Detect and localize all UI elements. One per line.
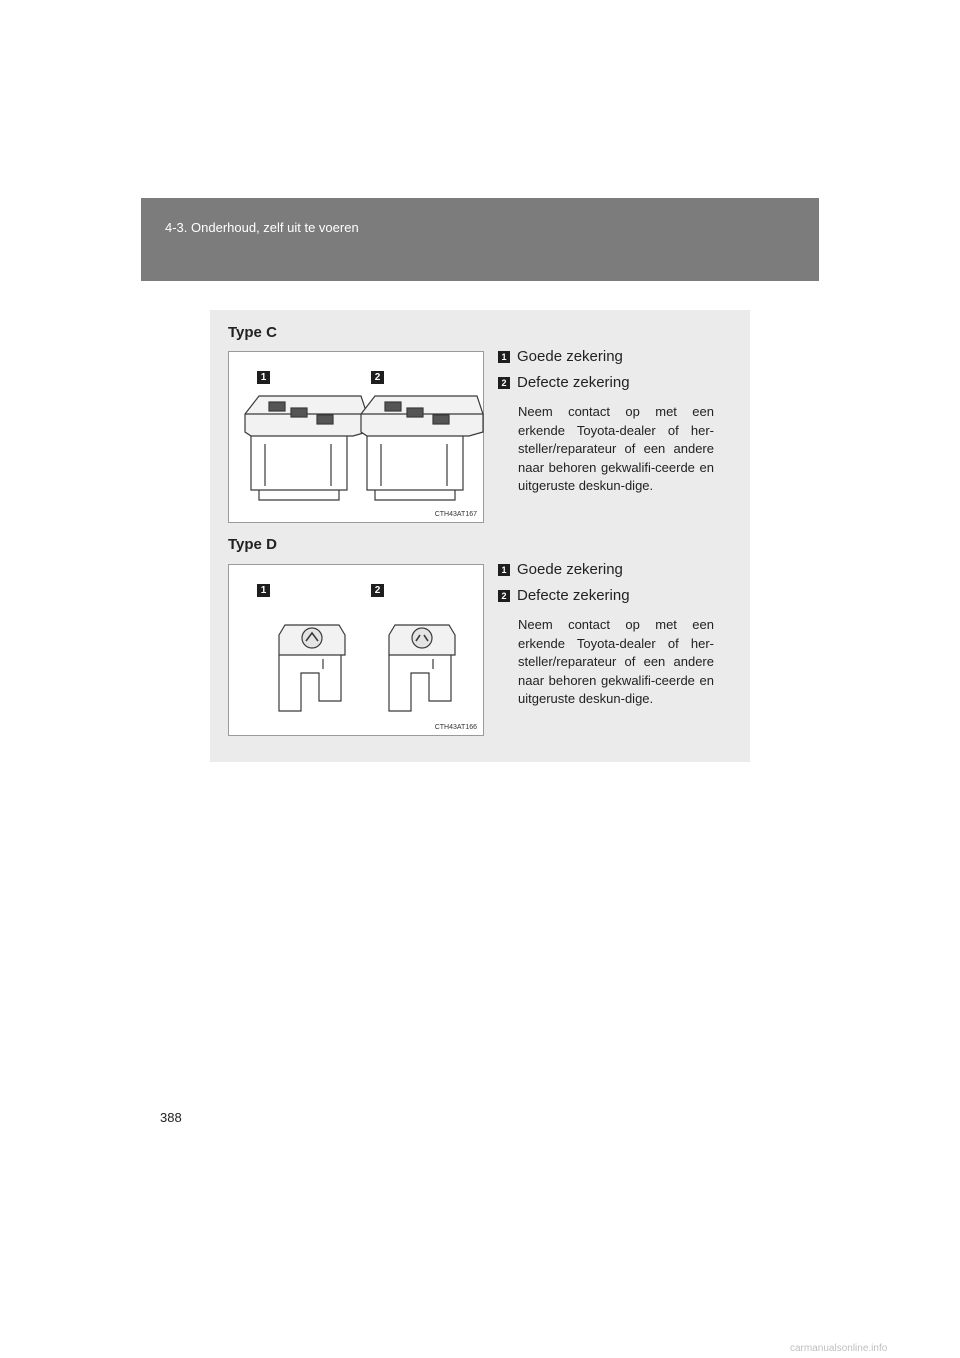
header-bar <box>141 198 819 281</box>
figure-code: CTH43AT166 <box>434 724 477 731</box>
type-c-title: Type C <box>228 324 277 341</box>
item-label: Defecte zekering <box>517 374 630 391</box>
item-number-badge: 1 <box>498 564 510 576</box>
item-number-badge: 2 <box>498 377 510 389</box>
figure-code: CTH43AT167 <box>434 511 477 518</box>
item-label: Goede zekering <box>517 348 623 365</box>
type-d-title: Type D <box>228 536 277 553</box>
item-label: Defecte zekering <box>517 587 630 604</box>
type-d-note: Neem contact op met een erkende Toyota-dealer of her-steller/reparateur of een andere naar behoren gekwalifi-ceerde en uitgeruste deskun-dige. <box>518 617 714 707</box>
item-number-badge: 2 <box>498 590 510 602</box>
item-label: Goede zekering <box>517 561 623 578</box>
figure-marker-1: 1 <box>257 584 270 597</box>
figure-marker-2: 2 <box>371 584 384 597</box>
watermark: carmanualsonline.info <box>790 1343 888 1354</box>
figure-marker-1: 1 <box>257 371 270 384</box>
type-d-figure <box>228 564 484 736</box>
item-number-badge: 1 <box>498 351 510 363</box>
type-c-note: Neem contact op met een erkende Toyota-dealer of her-steller/reparateur of een andere naar behoren gekwalifi-ceerde en uitgeruste deskun-dige. <box>518 404 714 494</box>
info-box <box>210 310 750 762</box>
section-breadcrumb: 4-3. Onderhoud, zelf uit te voeren <box>165 220 359 235</box>
figure-marker-2: 2 <box>371 371 384 384</box>
page-number: 388 <box>160 1110 182 1125</box>
type-c-figure <box>228 351 484 523</box>
